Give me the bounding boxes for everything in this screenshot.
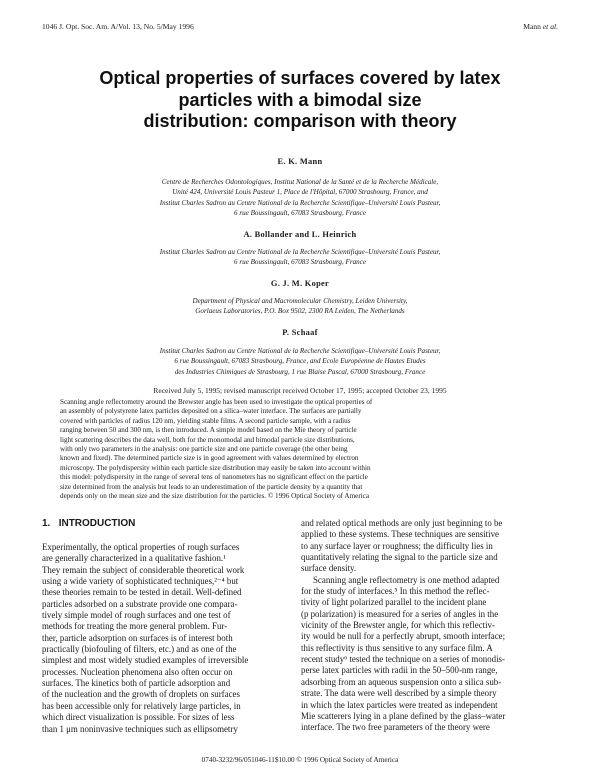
running-author — [523, 22, 558, 31]
author-name: A. Bollander and L. Heinrich — [243, 230, 357, 239]
right-column — [301, 518, 559, 734]
left-column — [42, 518, 300, 735]
section-heading — [42, 518, 300, 542]
body-line: recent study⁶ tested the technique on a series of monodis- — [301, 654, 505, 665]
body-line: tivity of light polarized parallel to the incident plane — [301, 597, 487, 608]
page-footer: 0740-3232/96/051046-11$10.00 © 1996 Optical Society of America — [201, 756, 399, 764]
abstract-line: size determined from the analysis but leads to an underestimation of the particle density by a quantity that — [60, 482, 363, 491]
abstract-line: with only two parameters in the analysis: one particle size and one particle coverage (the other being — [60, 445, 348, 454]
body-line: vicinity of the Brewster angle, for which this reflectiv- — [301, 620, 495, 631]
affiliation-line: Centre de Recherches Odontologiques, Institut National de la Santé et de la Recherche Médicale, — [161, 178, 439, 186]
author-affiliation — [80, 177, 520, 219]
abstract-line: depends only on the mean size and the size distribution for the particles. © 1996 Optical Society of America — [60, 492, 370, 501]
body-line: are generally characterized in a qualitative fashion.¹ — [42, 553, 226, 564]
section-title: INTRODUCTION — [58, 518, 136, 529]
abstract-line: covered with particles of radius 120 nm, yielding stable films. A second particle sample, with a radius — [60, 416, 351, 425]
affiliation-line: Department of Physical and Macromolecular Chemistry, Leiden University, — [192, 297, 408, 305]
body-line: in which the latex particles were treated as independent — [301, 699, 498, 710]
abstract-line: ranging between 50 and 300 nm, is then introduced. A simple model based on the Mie theory of particle — [60, 426, 357, 435]
paper-title — [60, 68, 540, 133]
title-line: distribution: comparison with theory — [143, 111, 457, 131]
body-line: ity would be null for a perfectly abrupt, smooth interface; — [301, 631, 506, 642]
body-line: methods for treating the more general problem. Fur- — [42, 621, 228, 632]
title-line: Optical properties of surfaces covered by latex — [99, 68, 501, 88]
body-line: Scanning angle reflectometry is one method adapted — [313, 574, 500, 585]
body-line: ther, particle adsorption on surfaces is of interest both — [42, 632, 233, 643]
body-line: for the study of interfaces.⁵ In this method the reflec- — [301, 586, 490, 597]
abstract-line: known and fixed). The determined particle size is in good agreement with values determined by electron — [60, 454, 359, 463]
body-line: using a wide variety of sophisticated techniques,²⁻⁴ but — [42, 576, 239, 587]
body-line: Experimentally, the optical properties of rough surfaces — [42, 542, 240, 552]
author-affiliation — [80, 247, 520, 268]
journal-citation: 1046 J. Opt. Soc. Am. A/Vol. 13, No. 5/May 1996 — [42, 22, 194, 31]
affiliation-line: 6 rue Boussingault, 67083 Strasbourg, France, and Ecole Européenne de Hautes Etudes — [174, 357, 426, 366]
received-dates: Received July 5, 1995; revised manuscript received October 17, 1995; accepted October 23, 1995 — [153, 386, 447, 395]
author-affiliation — [80, 296, 520, 317]
body-line: than 1 μm noninvasive techniques such as ellipsometry — [42, 723, 238, 734]
body-line: quantitatively relating the signal to the particle size and — [301, 552, 498, 563]
affiliation-line: Institut Charles Sadron au Centre National de la Recherche Scientifique–Université Louis Pasteur, — [159, 248, 441, 256]
author-affiliation — [80, 346, 520, 377]
body-line: interface. The two free parameters of the theory were — [301, 722, 490, 733]
body-line: which direct visualization is possible. For sizes of less — [42, 712, 235, 723]
body-line: surface density. — [301, 563, 357, 574]
body-line: this reflectivity is thus sensitive to any surface film. A — [301, 642, 493, 653]
body-line: processes. Nucleation phenomena also often occur on — [42, 666, 233, 677]
body-line: surfaces. The kinetics both of particle adsorption and — [42, 678, 231, 689]
body-line: strate. The data were well described by a simple theory — [301, 688, 497, 699]
body-line: has been accessible only for relatively large particles, in — [42, 700, 241, 711]
abstract-line: light scattering describes the data well, both for the monomodal and bimodal particle size distributions, — [60, 435, 355, 444]
body-line: to any surface layer or roughness; the difficulty lies in — [301, 540, 493, 551]
abstract — [60, 398, 540, 501]
body-line: applied to these systems. These techniques are sensitive — [301, 529, 499, 540]
body-line: (p polarization) is measured for a series of angles in the — [301, 608, 499, 619]
title-line: particles with a bimodal size — [178, 89, 422, 110]
body-line: simplest and most widely studied examples of irreversible — [42, 655, 249, 666]
body-line: practically (biofouling of filters, etc.) and as one of the — [42, 644, 237, 655]
body-line: perse latex particles with radii in the 50–500-nm range, — [301, 665, 498, 676]
affiliation-line: 6 rue Boussingault, 67083 Strasbourg, France — [234, 209, 366, 218]
abstract-line: this model: polydispersity in the range of several tens of nanometers has no significant effect on the particle — [60, 473, 368, 482]
affiliation-line: des Industries Chimiques de Strasbourg, 1 rue Blaise Pascal, 67000 Strasbourg, France — [174, 367, 426, 376]
affiliation-line: Institut Charles Sadron au Centre National de la Recherche Scientifique–Université Louis Pasteur, — [159, 198, 441, 207]
author-name: E. K. Mann — [277, 157, 323, 166]
body-line: Mie scatterers lying in a plane defined by the glass–water — [301, 710, 506, 721]
affiliation-line: Unité 424, Université Louis Pasteur 1, Place de l'Hôpital, 67000 Strasbourg, France, and — [172, 188, 428, 197]
affiliation-line: 6 rue Boussingault, 67083 Strasbourg, France — [234, 258, 366, 267]
body-line: They remain the subject of considerable theoretical work — [42, 564, 245, 575]
body-line: these theories remain to be tested in detail. Well-defined — [42, 587, 242, 598]
body-line: of the nucleation and the growth of droplets on surfaces — [42, 689, 240, 700]
abstract-line: microscopy. The polydispersity within each particle size distribution may easily be taken into account within — [60, 463, 371, 472]
abstract-line: an assembly of polystyrene latex particles deposited on a silica–water interface. The surfaces are partially — [60, 407, 362, 416]
body-line: and related optical methods are only just beginning to be — [301, 518, 503, 528]
body-line: adsorbing from an aqueous suspension onto a silica sub- — [301, 676, 502, 687]
running-author-text: Mann et al. — [523, 22, 558, 31]
author-name: G. J. M. Koper — [270, 279, 330, 288]
abstract-line: Scanning angle reflectometry around the Brewster angle has been used to investigate the optical properties of — [60, 398, 373, 406]
affiliation-line: Gorlaeus Laboratories, P.O. Box 9502, 2300 RA Leiden, The Netherlands — [195, 307, 405, 316]
author-name: P. Schaaf — [282, 328, 318, 337]
body-line: particles adsorbed on a substrate provide one compara- — [42, 598, 238, 609]
body-line: tively simple model of rough surfaces and one test of — [42, 610, 231, 621]
section-number: 1. — [42, 518, 51, 529]
affiliation-line: Institut Charles Sadron au Centre National de la Recherche Scientifique–Université Louis Pasteur, — [159, 347, 441, 355]
